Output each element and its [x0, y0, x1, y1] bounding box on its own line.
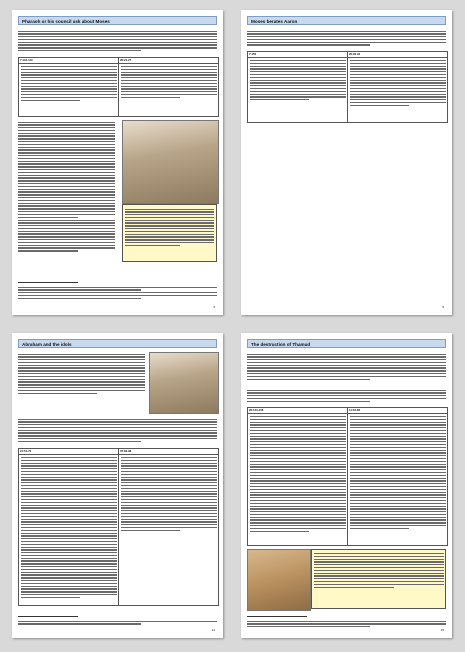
footnotes — [247, 619, 446, 629]
statue-image — [122, 120, 219, 204]
page-number: 14 — [211, 627, 215, 632]
intro-paragraph — [18, 352, 145, 395]
page-4 — [241, 333, 452, 638]
footnote-rule — [18, 616, 78, 617]
table-column — [348, 408, 447, 545]
column-header: 7:104-110 — [19, 58, 118, 64]
page-number: 3 — [213, 304, 215, 309]
page-title: Abraham and the idols — [18, 339, 217, 348]
footnotes — [18, 619, 217, 626]
caption-box — [122, 204, 217, 262]
table-column — [248, 52, 348, 122]
page-2 — [241, 10, 452, 315]
intro-paragraph — [247, 352, 446, 381]
footnote-rule — [18, 282, 78, 283]
footnotes — [18, 285, 217, 300]
column-header: 37:83-98 — [119, 449, 218, 455]
column-header: 7:150 — [248, 52, 347, 58]
table-column — [119, 58, 218, 116]
intro-paragraph — [18, 29, 217, 53]
comparison-table — [247, 51, 448, 123]
table-column — [19, 449, 119, 605]
comparison-table — [247, 407, 448, 546]
column-header: 26:153-158 — [248, 408, 347, 414]
column-header: 20:90-94 — [348, 52, 447, 58]
page-title: The destruction of Thamud — [247, 339, 446, 348]
comparison-table — [18, 448, 219, 606]
page-number: 15 — [440, 627, 444, 632]
column-header: 21:51-70 — [19, 449, 118, 455]
body-paragraph — [18, 218, 115, 253]
page-number: 5 — [442, 304, 444, 309]
table-column — [348, 52, 447, 122]
page-3 — [12, 333, 223, 638]
table-column — [248, 408, 348, 545]
body-paragraph — [247, 388, 446, 403]
comparison-table — [18, 57, 219, 117]
page-title: Moses berates Aaron — [247, 16, 446, 25]
table-column — [119, 449, 218, 605]
body-paragraph — [18, 417, 217, 444]
rock-tomb-image — [247, 549, 311, 611]
intro-paragraph — [247, 29, 446, 47]
statue-image — [149, 352, 219, 414]
column-header: 11:64-68 — [348, 408, 447, 414]
column-header: 26:24-27 — [119, 58, 218, 64]
table-column — [19, 58, 119, 116]
body-paragraph — [18, 120, 115, 219]
caption-box — [311, 549, 446, 609]
page-1 — [12, 10, 223, 315]
footnote-rule — [247, 616, 307, 617]
page-title: Pharaoh or his council ask about Moses — [18, 16, 217, 25]
